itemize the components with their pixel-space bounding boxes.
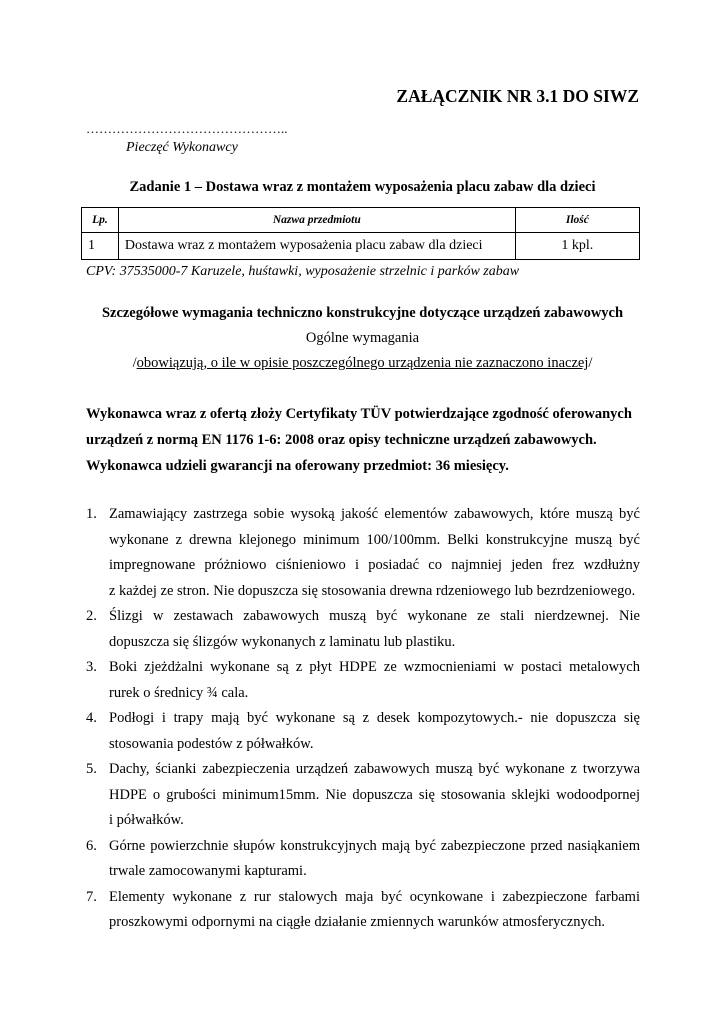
stamp-dots: ……………………………………….. (86, 121, 288, 136)
item-number: 4. (86, 710, 97, 726)
item-line: Dachy, ścianki zabezpieczenia urządzeń zabawowych muszą być wykonane z tworzywa (109, 761, 640, 777)
list-item (86, 834, 640, 885)
header-name: Nazwa przedmiotu (118, 208, 515, 233)
item-line: Podłogi i trapy mają być wykonane są z desek kompozytowych.- nie dopuszcza się (109, 710, 640, 726)
cell-lp: 1 (82, 233, 119, 260)
note-slash-open: / (132, 355, 137, 371)
item-number: 1. (86, 506, 97, 522)
item-line: dopuszcza się ślizgów wykonanych z laminatu lub plastiku. (109, 633, 456, 650)
applicability-note (0, 355, 725, 372)
header-lp: Lp. (82, 208, 119, 233)
list-item (86, 502, 640, 604)
list-item (86, 604, 640, 655)
list-item (86, 757, 640, 834)
item-line: Górne powierzchnie słupów konstrukcyjnych mają być zabezpieczone przed nasiąkaniem (109, 837, 640, 854)
item-line: trwale zamocowanymi kapturami. (109, 863, 307, 879)
list-item (86, 655, 640, 706)
cell-name: Dostawa wraz z montażem wyposażenia placu zabaw dla dzieci (118, 233, 515, 260)
item-number: 7. (86, 888, 97, 905)
item-line: proszkowymi odpornymi na ciągłe działanie zmiennych warunków atmosferycznych. (109, 914, 606, 930)
contractor-requirements (86, 401, 646, 479)
note-text: obowiązują, o ile w opisie poszczególnego urządzenia nie zaznaczono inaczej (136, 355, 589, 371)
item-line: i półwałków. (109, 812, 184, 828)
stamp-label: Pieczęć Wykonawcy (126, 140, 238, 155)
spec-title: Szczegółowe wymagania techniczno konstrukcyjne dotyczące urządzeń zabawowych (101, 305, 624, 321)
item-line: impregnowane próżniowo ciśnieniowo i posiadać co najmniej jeden frez wzdłużny (109, 557, 640, 573)
item-number: 2. (86, 608, 97, 624)
item-number: 5. (86, 761, 97, 777)
contractor-line: Wykonawca wraz z ofertą złoży Certyfikaty TÜV potwierdzające zgodność oferowanych (86, 406, 632, 422)
item-number: 6. (86, 837, 97, 854)
general-requirements-heading: Ogólne wymagania (305, 330, 420, 346)
contractor-line: Wykonawca udzieli gwarancji na oferowany przedmiot: 36 miesięcy. (86, 458, 509, 474)
item-line: rurek o średnicy ¾ cala. (109, 684, 249, 701)
table-header-row (82, 208, 640, 233)
document-title: ZAŁĄCZNIK NR 3.1 DO SIWZ (396, 86, 639, 106)
item-line: Zamawiający zastrzega sobie wysoką jakość elementów zabawowych, które muszą być (109, 506, 640, 522)
requirements-list (86, 502, 640, 936)
item-line: Elementy wykonane z rur stalowych maja być ocynkowane i zabezpieczone farbami (109, 888, 640, 905)
table-row (82, 233, 640, 260)
item-number: 3. (86, 659, 97, 675)
task-title: Zadanie 1 – Dostawa wraz z montażem wyposażenia placu zabaw dla dzieci (129, 179, 596, 195)
contractor-line: urządzeń z normą EN 1176 1-6: 2008 oraz opisy techniczne urządzeń zabawowych. (86, 432, 597, 448)
item-line: stosowania podestów z półwałków. (109, 735, 314, 752)
item-line: HDPE o grubości minimum15mm. Nie dopuszcza się stosowania sklejki wodoodpornej (109, 786, 640, 803)
note-slash-close: / (588, 355, 593, 371)
item-line: Boki zjeżdżalni wykonane są z płyt HDPE ze wzmocnieniami w postaci metalowych (109, 659, 640, 675)
list-item (86, 885, 640, 936)
item-line: Ślizgi w zestawach zabawowych muszą być wykonane ze stali nierdzewnej. Nie (109, 608, 640, 624)
header-qty: Ilość (515, 208, 639, 233)
list-item (86, 706, 640, 757)
item-line: wykonane z drewna klejonego minimum 100/100mm. Belki konstrukcyjne muszą być (109, 531, 640, 548)
cell-qty: 1 kpl. (515, 233, 639, 260)
cpv-code: CPV: 37535000-7 Karuzele, huśtawki, wyposażenie strzelnic i parków zabaw (86, 264, 520, 279)
item-line: z każdej ze stron. Nie dopuszcza się stosowania drewna rdzeniowego lub bezrdzeniowego. (109, 582, 636, 599)
items-table (81, 207, 640, 260)
